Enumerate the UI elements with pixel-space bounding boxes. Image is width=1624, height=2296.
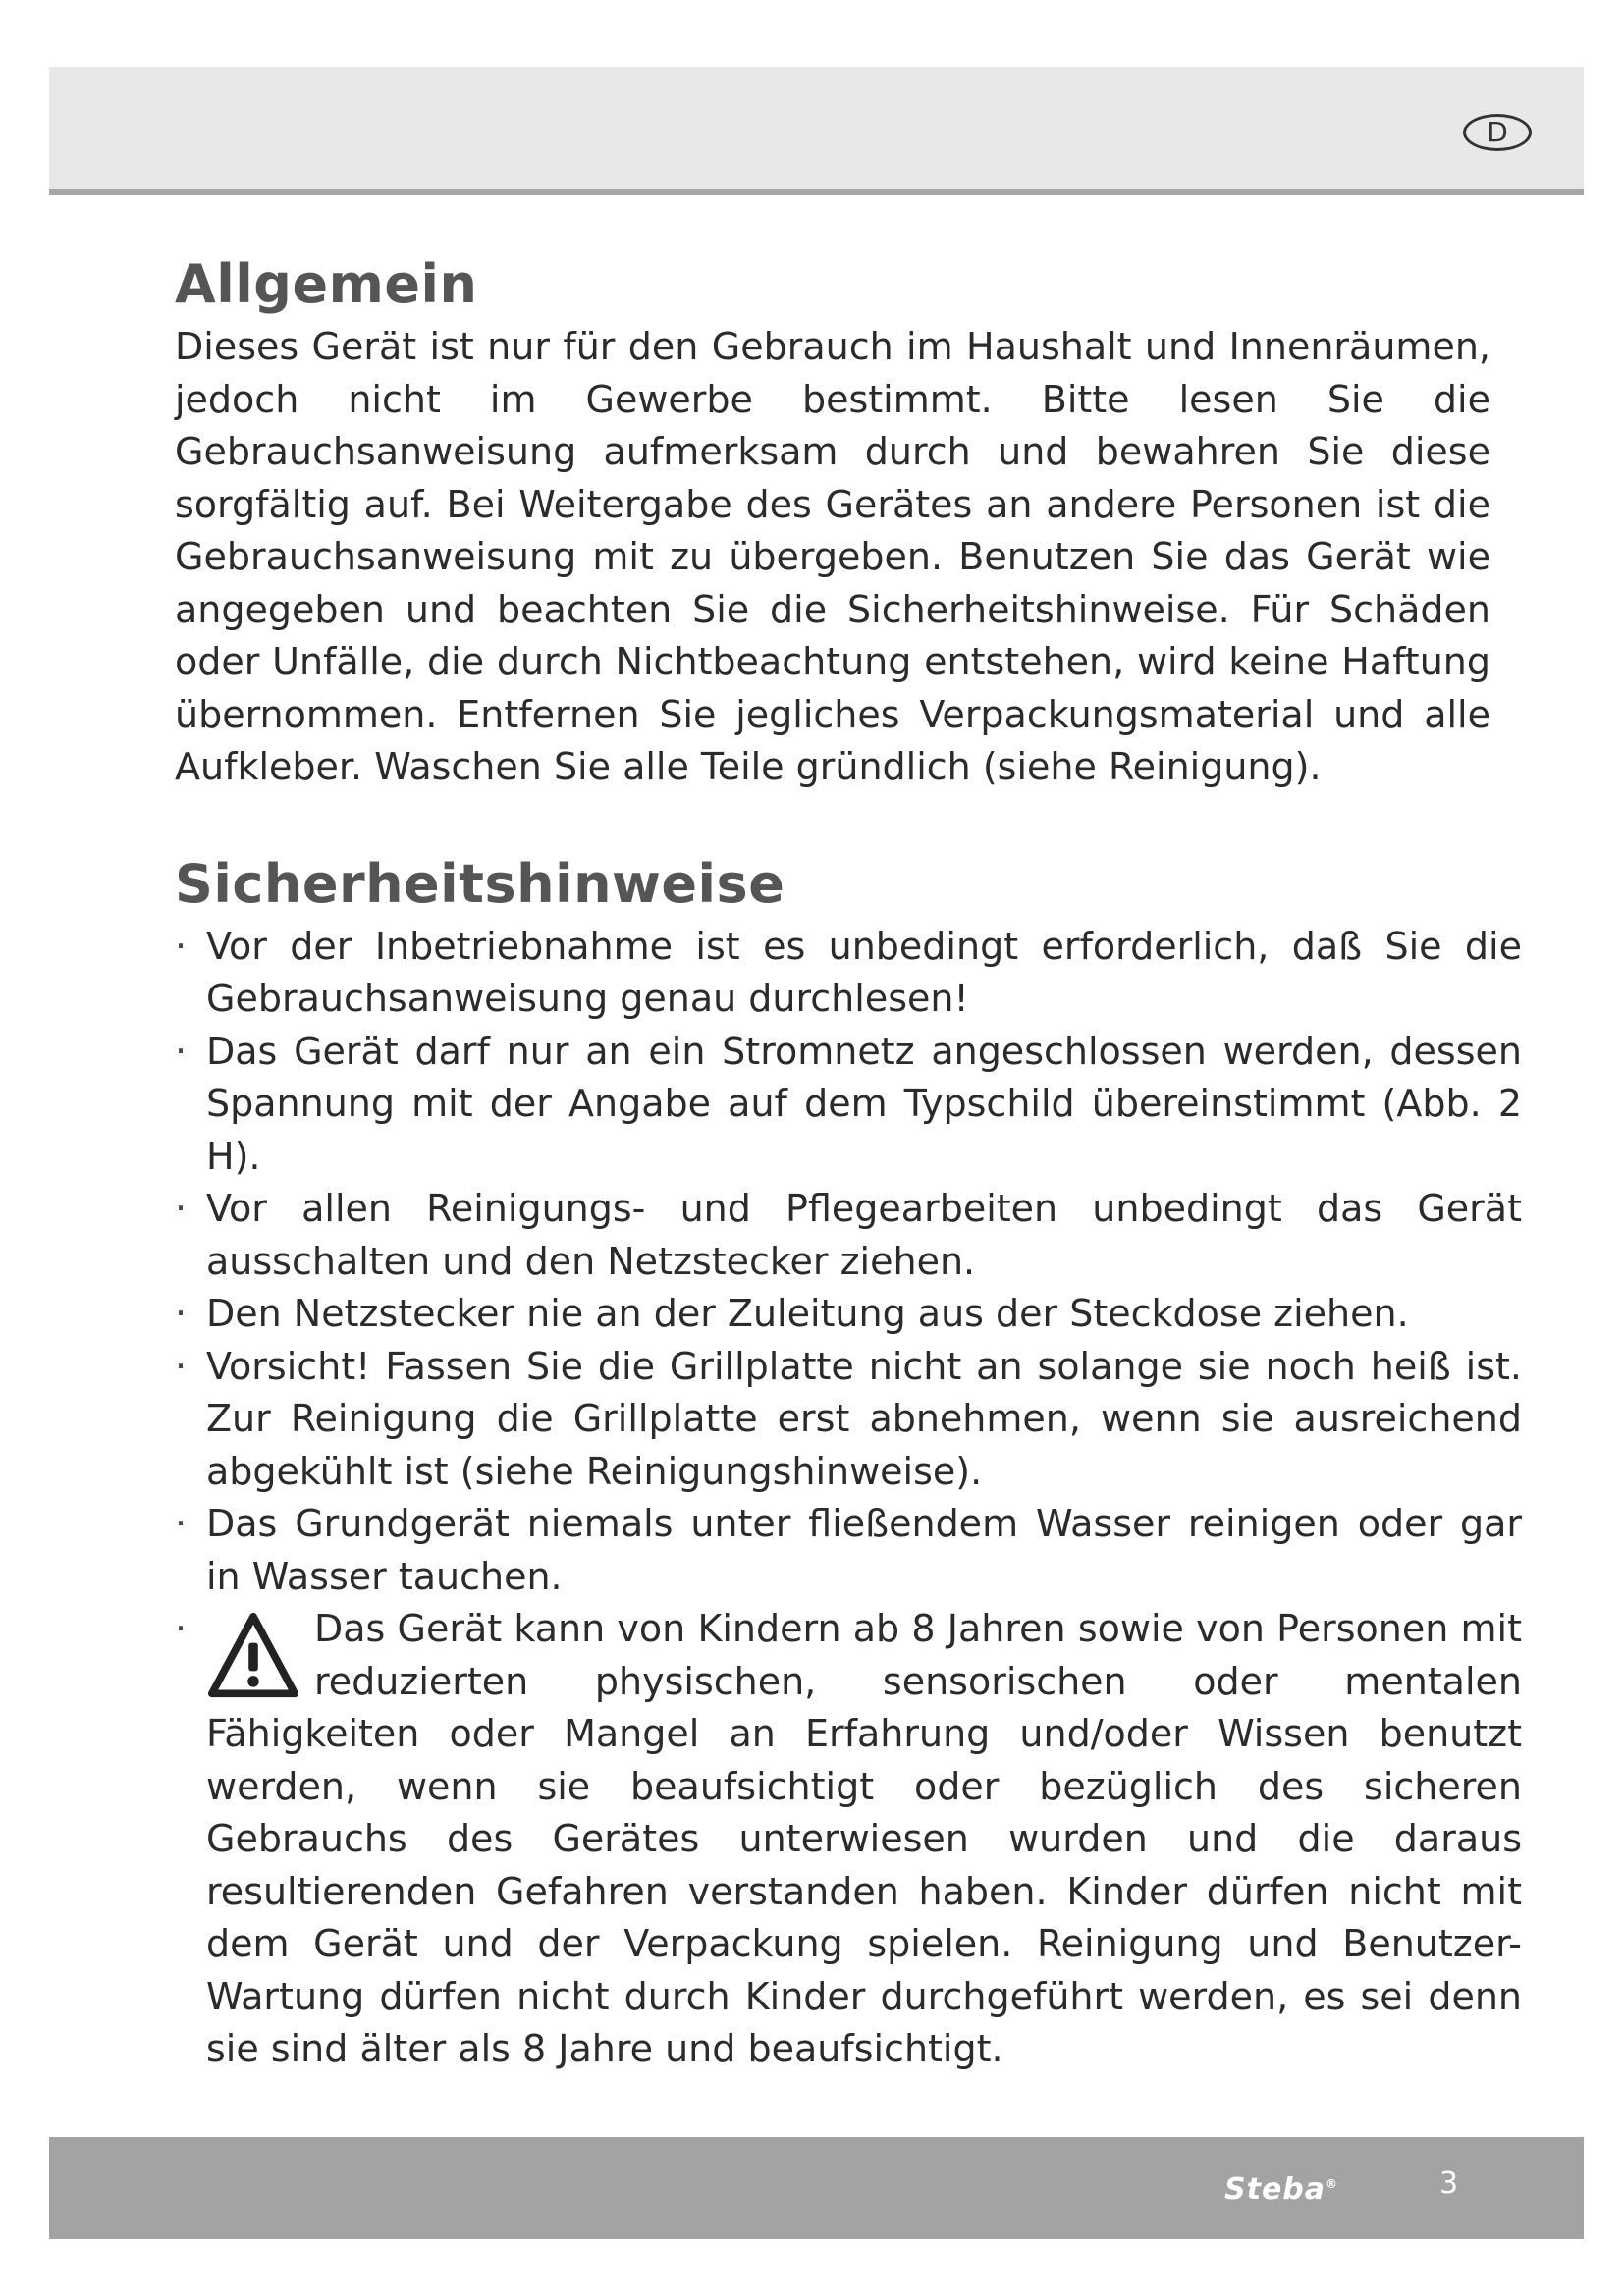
footer-band <box>49 2137 1584 2239</box>
page-number: 3 <box>1439 2166 1459 2201</box>
safety-list <box>175 921 1530 2076</box>
section-heading-safety: Sicherheitshinweise <box>175 852 785 915</box>
list-item: · Das Gerät kann von Kindern ab 8 Jahren sowie von Personen mit reduzierten physischen, sensorischen oder mentalen Fähigkeiten oder Mangel an Erfahrung und/oder Wissen benutzt werden, wenn sie beaufsichtigt oder bezüglich des sicheren Gebrauchs des Gerätes unterwiesen wurden und die daraus resultierenden Gefahren verstanden haben. Kinder dürfen nicht mit dem Gerät und der Verpackung spielen. Reinigung und Benutzer-Wartung dürfen nicht durch Kinder durchgeführt werden, es sei denn sie sind älter als 8 Jahre und beaufsichtigt. <box>175 1603 1530 2076</box>
header-band <box>49 67 1584 189</box>
list-item: · Den Netzstecker nie an der Zuleitung aus der Steckdose ziehen. <box>175 1288 1530 1341</box>
header-rule <box>49 189 1584 195</box>
section-general <box>175 253 1530 794</box>
list-item: · Vor der Inbetriebnahme ist es unbedingt erforderlich, daß Sie die Gebrauchsanweisung genau durchlesen! <box>175 921 1530 1026</box>
general-paragraph: Dieses Gerät ist nur für den Gebrauch im Haushalt und Innenräumen, jedoch nicht im Gewerbe bestimmt. Bitte lesen Sie die Gebrauchsanweisung aufmerksam durch und bewahren Sie diese sorgfältig auf. Bei Weitergabe des Gerätes an andere Personen ist die Gebrauchsanweisung mit zu übergeben. Benutzen Sie das Gerät wie angegeben und beachten Sie die Sicherheitshinweise. Für Schäden oder Unfälle, die durch Nichtbeachtung entstehen, wird keine Haftung übernommen. Entfernen Sie jegliches Verpackungsmaterial und alle Aufkleber. Waschen Sie alle Teile gründlich (siehe Reinigung). <box>175 325 1490 788</box>
list-item: · Das Grundgerät niemals unter fließendem Wasser reinigen oder gar in Wasser tauchen. <box>175 1498 1530 1603</box>
warning-triangle-icon <box>206 1611 300 1701</box>
language-badge: D <box>1463 114 1532 151</box>
list-item: · Das Gerät darf nur an ein Stromnetz angeschlossen werden, dessen Spannung mit der Angabe auf dem Typschild übereinstimmt (Abb. 2 H). <box>175 1026 1530 1184</box>
section-heading-general: Allgemein <box>175 253 478 315</box>
page-content <box>175 253 1530 2076</box>
section-safety <box>175 853 1530 2076</box>
brand-logo: Steba® <box>1224 2172 1339 2207</box>
list-item: · Vorsicht! Fassen Sie die Grillplatte nicht an solange sie noch heiß ist. Zur Reinigung die Grillplatte erst abnehmen, wenn sie ausreichend abgekühlt ist (siehe Reinigungshinweise). <box>175 1341 1530 1499</box>
list-item: · Vor allen Reinigungs- und Pflegearbeiten unbedingt das Gerät ausschalten und den Netzstecker ziehen. <box>175 1183 1530 1288</box>
